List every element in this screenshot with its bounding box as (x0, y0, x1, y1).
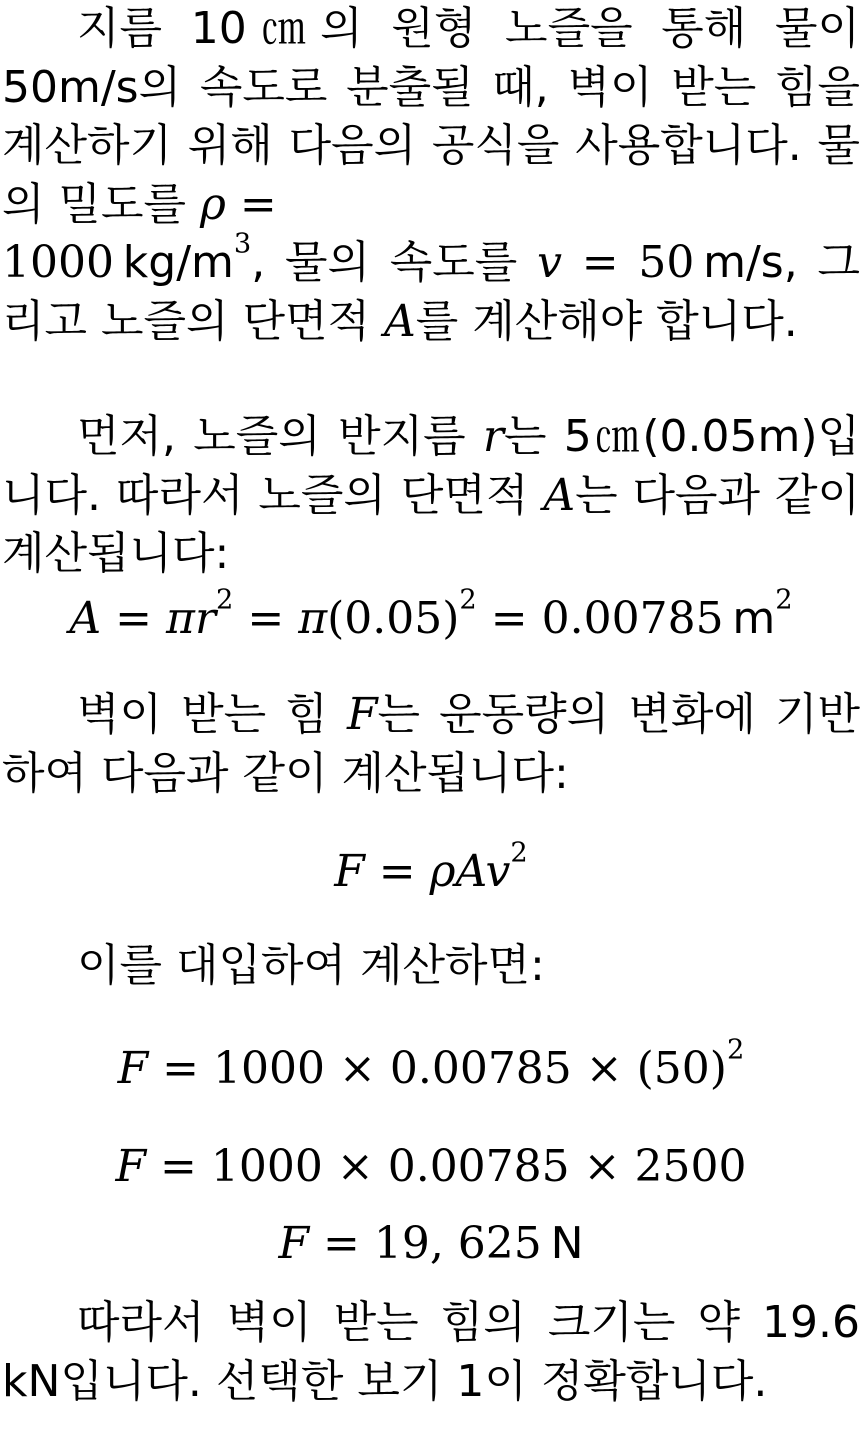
eq-equals: = (101, 593, 167, 644)
eq-area-unit: m (732, 593, 776, 644)
radius-paragraph (2, 408, 860, 584)
intro-paragraph (2, 0, 860, 351)
eq-pi: π (166, 593, 195, 644)
radius-symbol: r (482, 411, 504, 462)
force-symbol: F (346, 689, 378, 740)
eq-force-symbol: F (334, 846, 365, 897)
eq-radius: r (194, 593, 216, 644)
conclusion-paragraph-block (2, 1294, 860, 1411)
eq-pi: π (298, 593, 328, 644)
eq-product-expression: 1000 × 0.00785 × 2500 (210, 1141, 747, 1192)
force-text-2: 는 운동량의 변화에 기반하여 다음과 같이 계산됩니다: (2, 689, 861, 799)
intro-text-2: , 물의 속도를 (251, 237, 538, 288)
product-equation (2, 1138, 860, 1196)
eq-velocity: v (485, 846, 511, 897)
eq-equals: = (309, 1218, 374, 1269)
eq-equals: = (364, 846, 430, 897)
velocity-value: 50 (638, 237, 695, 288)
eq-equals: = (233, 593, 299, 644)
eq-force-symbol: F (117, 1043, 149, 1094)
intro-text-3: , 그리고 노즐의 단면적 (2, 237, 860, 347)
substitute-paragraph-block (2, 937, 860, 996)
eq-rho: ρ (429, 846, 456, 897)
area-symbol: A (543, 469, 576, 521)
density-unit-exponent: 3 (233, 228, 252, 260)
force-formula-equation (2, 837, 860, 901)
conclusion-paragraph (2, 1294, 860, 1411)
radius-paragraph-block (2, 408, 860, 584)
eq-exponent: 2 (510, 837, 528, 869)
eq-force-unit: N (550, 1218, 584, 1269)
radius-text-2: 는 5㎝(0.05m)입니다. 따라서 노즐의 단면적 (2, 411, 860, 521)
eq-area-result: 0.00785 (541, 593, 724, 644)
eq-unit-exponent: 2 (775, 584, 793, 616)
intro-text-1: 지름 10㎝의 원형 노즐을 통해 물이 50m/s의 속도로 분출될 때, 벽이 받는 힘을 계산하기 위해 다음의 공식을 사용합니다. 물의 밀도를 (2, 3, 860, 230)
eq-exponent: 2 (459, 584, 477, 616)
eq-equals: = (146, 1141, 211, 1192)
eq-force-value: 19, 625 (373, 1218, 542, 1269)
equals-sign: = (561, 237, 639, 288)
substitution-equation (2, 1034, 860, 1098)
eq-radius-value: (0.05) (327, 593, 460, 644)
eq-force-symbol: F (115, 1141, 147, 1192)
density-unit: kg/m (122, 237, 234, 288)
force-text-1: 벽이 받는 힘 (77, 689, 347, 740)
area-equation (2, 584, 860, 648)
eq-equals: = (148, 1043, 214, 1094)
substitute-paragraph (2, 937, 860, 996)
area-symbol: A (384, 295, 416, 347)
substitute-text: 이를 대입하여 계산하면: (77, 940, 545, 991)
velocity-symbol: v (537, 237, 562, 288)
eq-substitution-expression: 1000 × 0.00785 × (50) (213, 1043, 727, 1094)
velocity-unit: m/s (703, 237, 784, 288)
radius-text-1: 먼저, 노즐의 반지름 (77, 411, 483, 462)
force-paragraph-block (2, 686, 860, 803)
eq-force-symbol: F (278, 1218, 309, 1269)
intro-text-4: 를 계산해야 합니다. (415, 295, 798, 347)
eq-exponent: 2 (726, 1034, 745, 1066)
eq-exponent: 2 (215, 584, 234, 616)
equals-sign: = (225, 178, 277, 230)
result-equation (2, 1215, 860, 1273)
force-paragraph (2, 686, 860, 803)
eq-area-symbol: A (455, 846, 486, 897)
rho-symbol: ρ (200, 178, 226, 230)
conclusion-text: 따라서 벽이 받는 힘의 크기는 약 19.6 kN입니다. 선택한 보기 1이 정확합니다. (2, 1297, 860, 1407)
eq-area-symbol: A (69, 593, 102, 644)
eq-equals: = (476, 593, 542, 644)
radius-text-3: 는 다음과 같이 계산됩니다: (2, 469, 861, 579)
density-value: 1000 (2, 237, 114, 288)
intro-paragraph-block (2, 0, 860, 351)
